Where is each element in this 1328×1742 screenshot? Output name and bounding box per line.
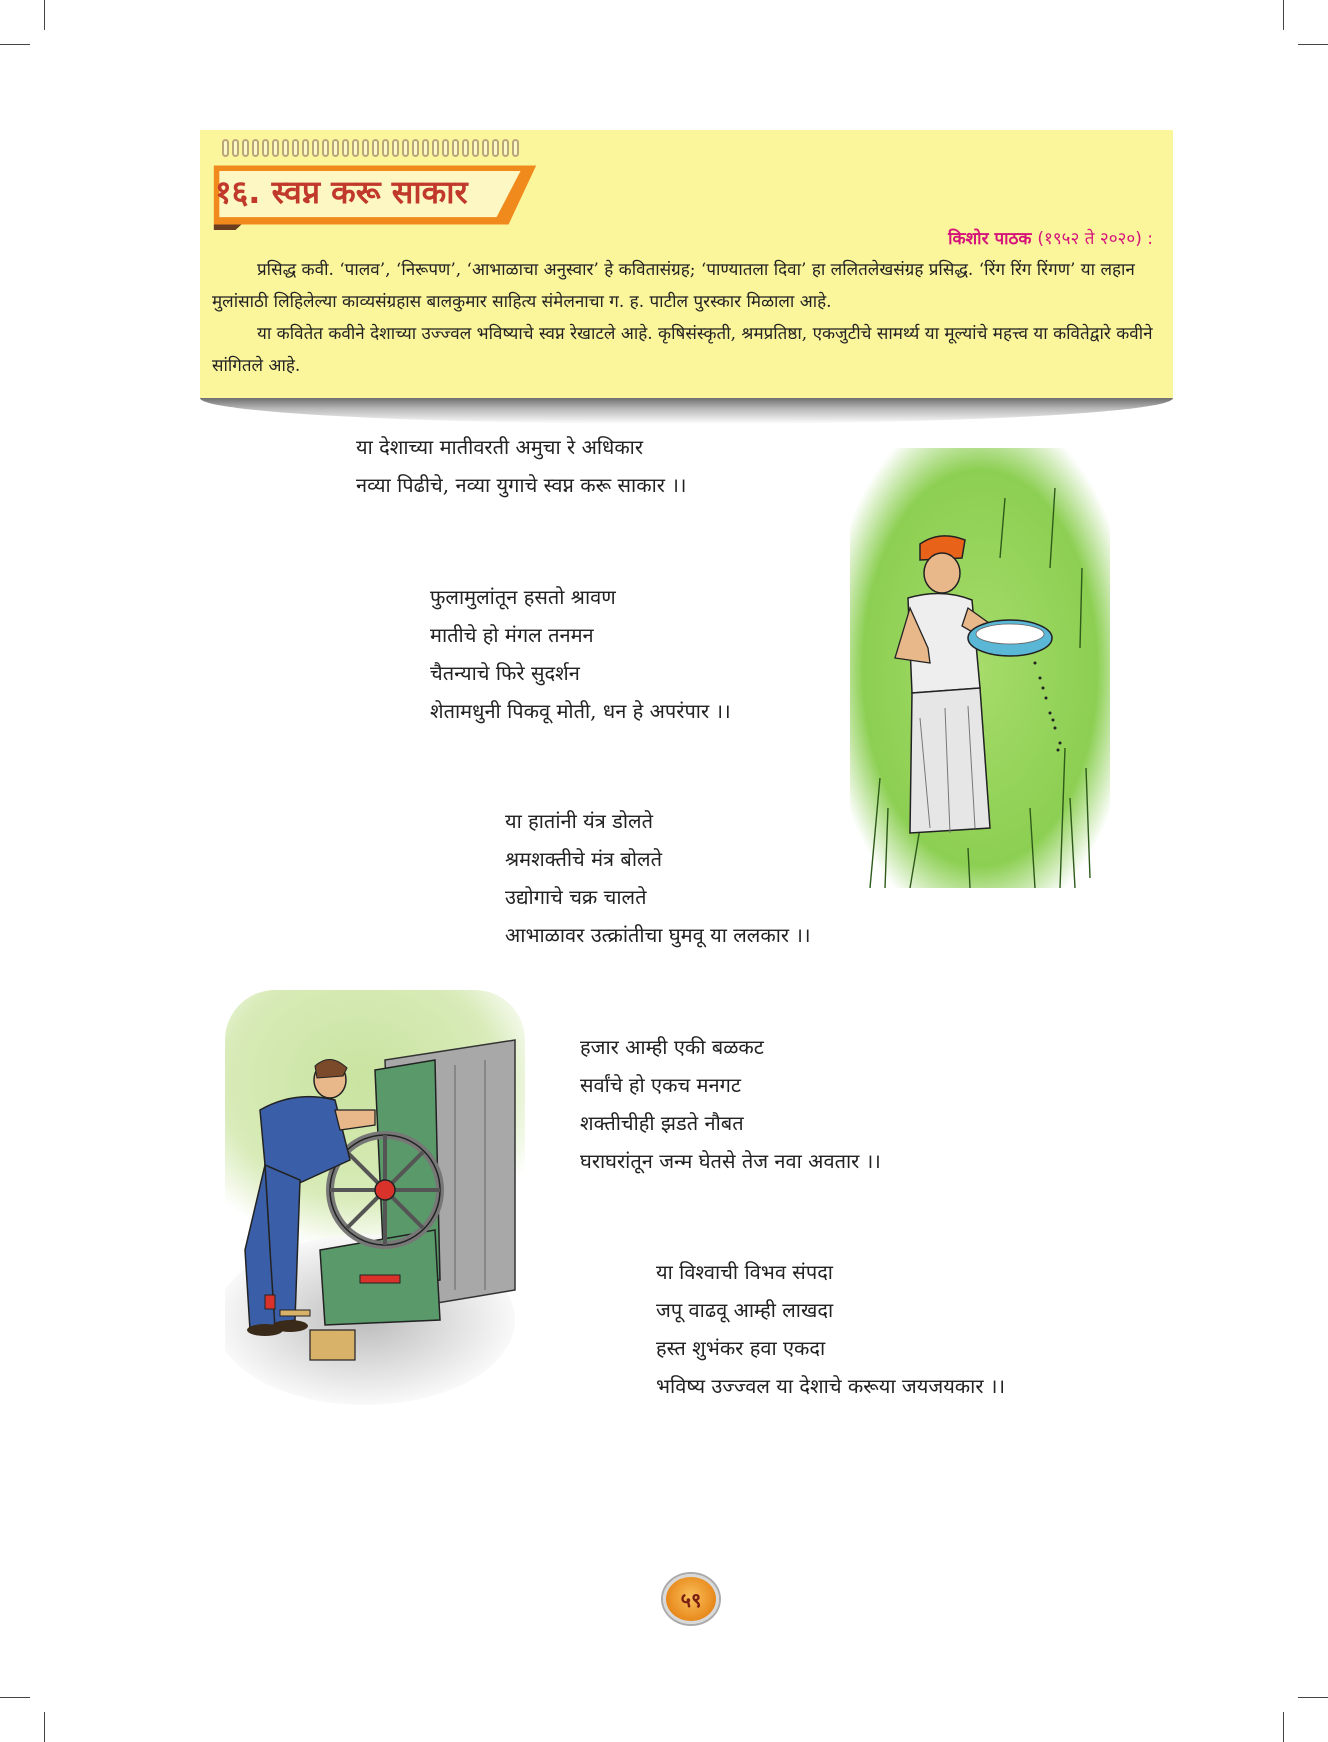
poem-line: या देशाच्या मातीवरती अमुचा रे अधिकार <box>356 435 644 459</box>
poem-line: घराघरांतून जन्म घेतसे तेज नवा अवतार ।। <box>580 1149 881 1173</box>
bio-paragraph: या कवितेत कवीने देशाच्या उज्ज्वल भविष्याचे स्वप्न रेखाटले आहे. कृषिसंस्कृती, श्रमप्रतिष्ठा, एकजुटीचे सामर्थ्य या मूल्यांचे महत्त्व या कवितेद्वारे कवीने सांगितले आहे. <box>212 324 1153 376</box>
bio-paragraph: प्रसिद्ध कवी. ‘पालव’, ‘निरूपण’, ‘आभाळाचा अनुस्वार’ हे कवितासंग्रह; ‘पाण्यातला दिवा’ हा ललितलेखसंग्रह प्रसिद्ध. ‘रिंग रिंग रिंगण’ या लहान मुलांसाठी लिहिलेल्या काव्यसंग्रहास बालकुमार साहित्य संमेलनाचा ग. ह. पाटील पुरस्कार मिळाला आहे. <box>212 260 1135 312</box>
poem-stanza <box>430 578 731 730</box>
poem-line: हजार आम्ही एकी बळकट <box>580 1035 764 1059</box>
poem-line: फुलामुलांतून हसतो श्रावण <box>430 585 616 609</box>
author-name: किशोर पाठक <box>948 229 1032 249</box>
poem-line: चैतन्याचे फिरे सुदर्शन <box>430 661 580 685</box>
poem-line: आभाळावर उत्क्रांतीचा घुमवू या ललकार ।। <box>505 923 811 947</box>
crop-mark <box>1298 1697 1328 1698</box>
crop-mark <box>0 44 30 45</box>
poem-line: या हातांनी यंत्र डोलते <box>505 809 653 833</box>
poem-stanza <box>356 428 686 504</box>
poem-line: श्रमशक्तीचे मंत्र बोलते <box>505 847 662 871</box>
lesson-title: १६. स्वप्न करू साकार <box>215 173 468 211</box>
crop-mark <box>1298 44 1328 45</box>
farmer-sowing-illustration <box>850 448 1110 888</box>
poem-stanza <box>656 1253 1005 1405</box>
crop-mark <box>0 1697 30 1698</box>
author-line <box>948 226 1153 249</box>
poem-line: भविष्य उज्ज्वल या देशाचे करूया जयजयकार ।। <box>656 1374 1006 1398</box>
worker-machine-illustration <box>225 990 525 1410</box>
crop-mark <box>1283 0 1284 30</box>
crop-mark <box>1283 1712 1284 1742</box>
page-number: ५९ <box>663 1574 719 1624</box>
poem-line: उद्योगाचे चक्र चालते <box>505 885 647 909</box>
author-years: (१९५२ ते २०२०) : <box>1037 229 1153 249</box>
crop-mark <box>44 0 45 30</box>
poem-line: जपू वाढवू आम्ही लाखदा <box>656 1298 834 1322</box>
poem-line: मातीचे हो मंगल तनमन <box>430 623 594 647</box>
poem-stanza <box>505 802 811 954</box>
notebook-spiral <box>222 139 522 161</box>
poem-line: शेतामधुनी पिकवू मोती, धन हे अपरंपार ।। <box>430 699 731 723</box>
author-bio <box>212 254 1162 382</box>
poem-stanza <box>580 1028 881 1180</box>
header-shadow <box>200 398 1173 424</box>
poem-line: सर्वांचे हो एकच मनगट <box>580 1073 741 1097</box>
poem-line: हस्त शुभंकर हवा एकदा <box>656 1336 826 1360</box>
poem-line: नव्या पिढीचे, नव्या युगाचे स्वप्न करू साकार ।। <box>356 473 687 497</box>
poem-line: या विश्वाची विभव संपदा <box>656 1260 833 1284</box>
poem-line: शक्तीचीही झडते नौबत <box>580 1111 744 1135</box>
crop-mark <box>44 1712 45 1742</box>
